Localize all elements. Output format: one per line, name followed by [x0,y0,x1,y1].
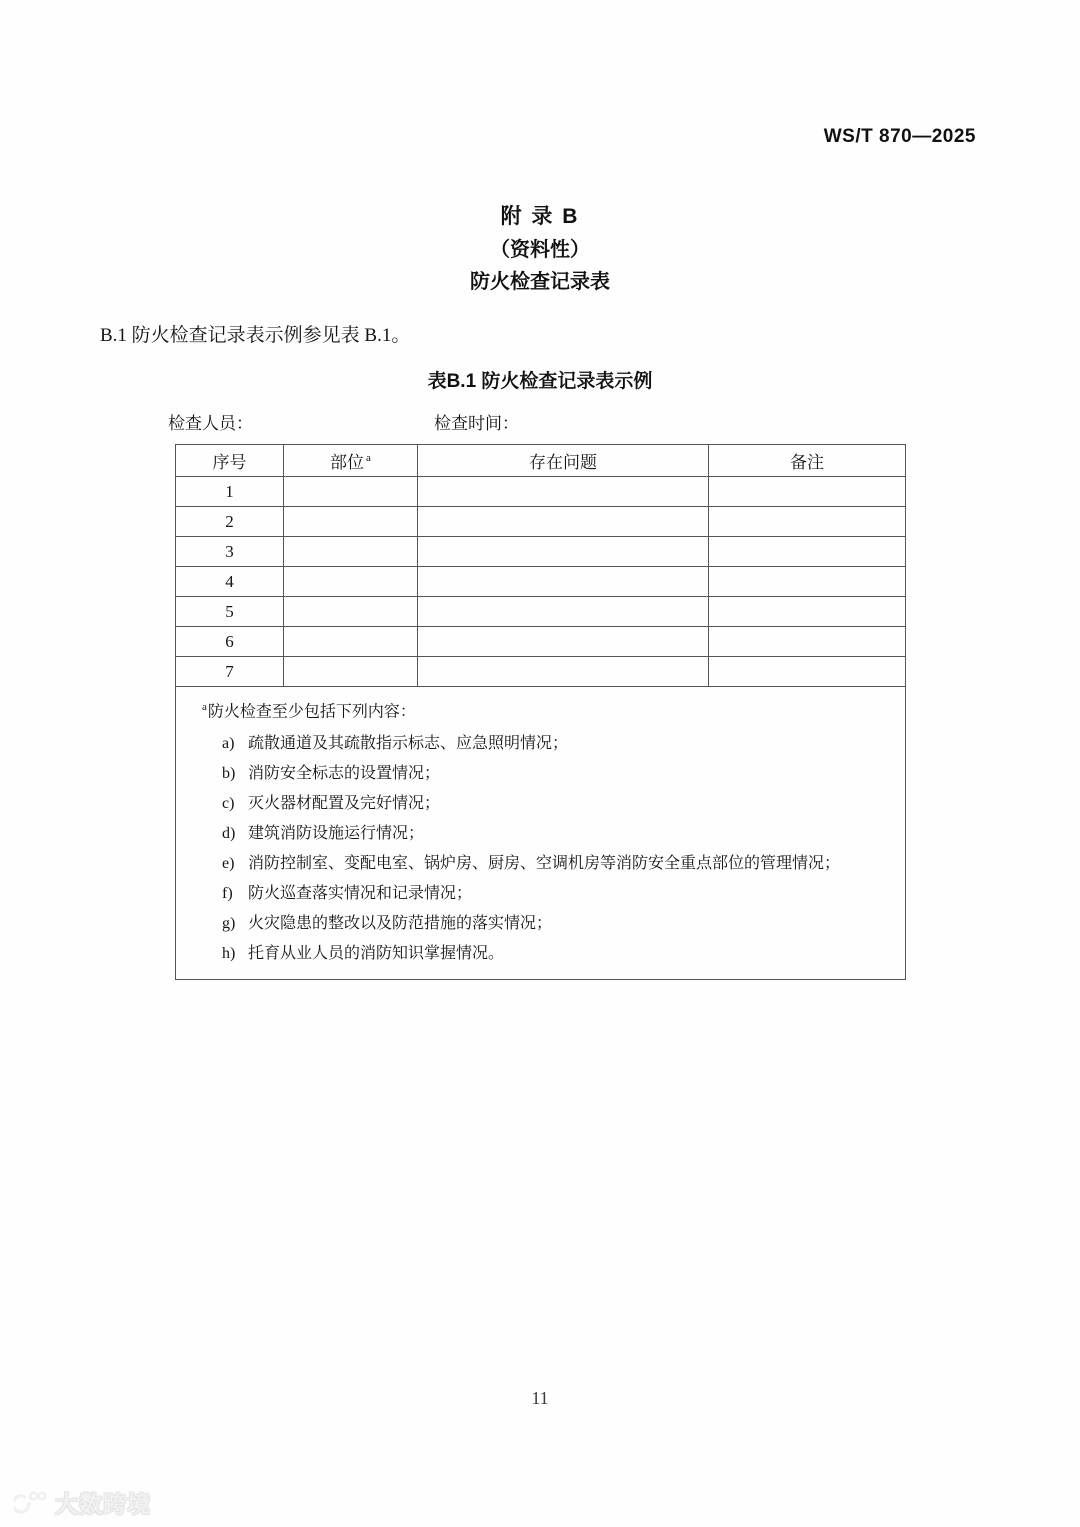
cell-area[interactable] [284,567,418,597]
inspection-datetime-label: 检查时间： [434,414,519,433]
list-item-label: d) [222,825,236,843]
footnote-marker: a [202,701,207,713]
cell-problem[interactable] [418,477,709,507]
cell-remark[interactable] [709,627,906,657]
list-item [196,729,891,759]
table-row [176,477,906,507]
list-item-label: f) [222,885,233,903]
table-row [176,537,906,567]
list-item-label: a) [222,735,235,753]
table-row [176,507,906,537]
list-item [196,939,891,969]
cell-remark[interactable] [709,537,906,567]
footnote-item-list [196,729,891,969]
table-body [176,477,906,980]
cell-area[interactable] [284,537,418,567]
list-item [196,849,891,879]
fire-inspection-record-table [175,444,906,980]
list-item-text: 托育从业人员的消防知识掌握情况。 [248,945,505,963]
list-item-text: 消防控制室、变配电室、锅炉房、厨房、空调机房等消防安全重点部位的管理情况； [248,855,841,873]
table-header-row [176,445,906,477]
table-row [176,657,906,687]
list-item-text: 防火巡查落实情况和记录情况； [248,885,473,903]
table-row [176,627,906,657]
cell-problem[interactable] [418,627,709,657]
table-row [176,567,906,597]
cell-problem[interactable] [418,567,709,597]
inspector-label: 检查人员： [168,414,253,433]
column-header-area [284,445,418,477]
list-item-text: 疏散通道及其疏散指示标志、应急照明情况； [248,735,569,753]
watermark-logo-icon [14,1488,48,1518]
list-item-label: b) [222,765,236,783]
cell-remark[interactable] [709,657,906,687]
column-header-remark [709,445,906,477]
annex-title-block [0,200,1080,298]
cell-remark[interactable] [709,597,906,627]
list-item [196,819,891,849]
cell-index: 3 [176,537,284,567]
cell-index: 6 [176,627,284,657]
list-item [196,759,891,789]
cell-area[interactable] [284,657,418,687]
table-header [176,445,906,477]
cell-index: 4 [176,567,284,597]
table-footnote-cell [176,687,906,980]
cell-problem[interactable] [418,507,709,537]
cell-problem[interactable] [418,597,709,627]
table-row [176,597,906,627]
list-item-text: 灭火器材配置及完好情况； [248,795,441,813]
list-item-label: g) [222,915,236,933]
list-item-label: c) [222,795,235,813]
annex-title: 防火检查记录表 [470,271,610,293]
column-header-remark-label: 备注 [790,453,824,472]
list-item-text: 建筑消防设施运行情况； [248,825,425,843]
watermark-text: 大数跨境 [55,1491,151,1517]
cell-problem[interactable] [418,537,709,567]
cell-index: 7 [176,657,284,687]
watermark [14,1486,151,1519]
cell-index: 5 [176,597,284,627]
cell-area[interactable] [284,597,418,627]
annex-label: 附 录 B [500,205,580,228]
cell-index: 2 [176,507,284,537]
list-item-label: h) [222,945,236,963]
list-item-text: 消防安全标志的设置情况； [248,765,441,783]
cell-area[interactable] [284,477,418,507]
standard-number-header: WS/T 870—2025 [823,126,976,147]
cell-index: 1 [176,477,284,507]
column-header-index-label: 序号 [212,453,247,472]
annex-nature: （资料性） [490,239,590,261]
clause-b1-paragraph: B.1 防火检查记录表示例参见表 B.1。 [100,325,411,346]
cell-remark[interactable] [709,507,906,537]
list-item-text: 火灾隐患的整改以及防范措施的落实情况； [248,915,553,933]
column-header-area-label: 部位 [330,453,365,472]
footnote-intro [200,696,891,723]
list-item-label: e) [222,855,235,873]
cell-remark[interactable] [709,567,906,597]
list-item [196,909,891,939]
column-header-index [176,445,284,477]
list-item [196,879,891,909]
footnote-superscript-marker: a [366,452,371,465]
form-field-row [168,409,908,435]
footnote-intro-text: 防火检查至少包括下列内容： [207,703,416,721]
cell-remark[interactable] [709,477,906,507]
cell-area[interactable] [284,507,418,537]
column-header-problem [418,445,709,477]
list-item [196,789,891,819]
column-header-problem-label: 存在问题 [529,453,597,472]
table-footnote-row [176,687,906,980]
page-number: 11 [531,1388,549,1408]
cell-problem[interactable] [418,657,709,687]
table-caption: 表B.1 防火检查记录表示例 [427,371,653,392]
cell-area[interactable] [284,627,418,657]
